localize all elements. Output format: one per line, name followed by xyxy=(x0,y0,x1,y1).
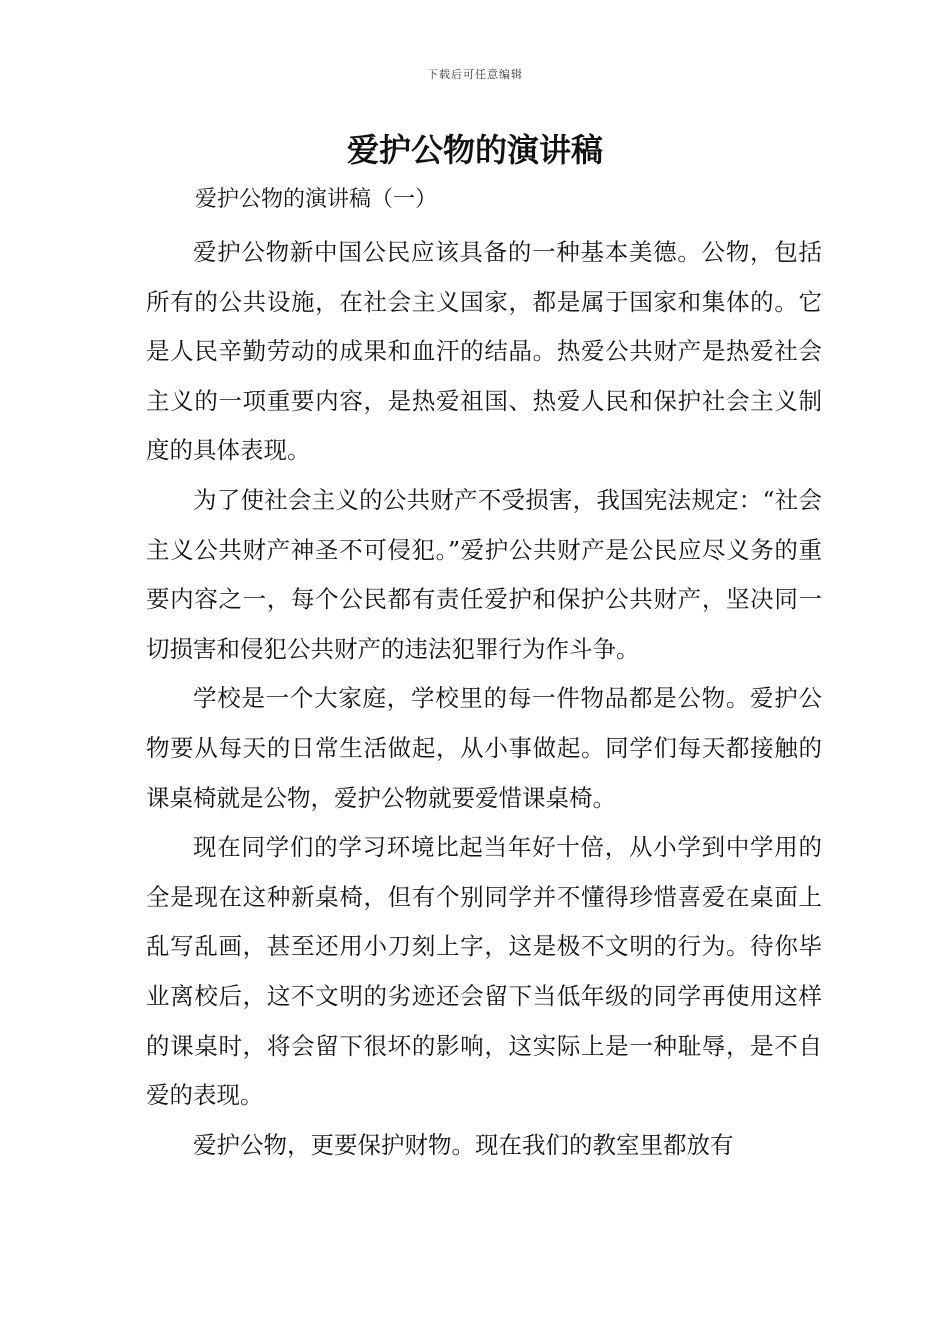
paragraph-4: 现在同学们的学习环境比起当年好十倍，从小学到中学用的全是现在这种新桌椅，但有个别同学并不懂得珍惜喜爱在桌面上乱写乱画，甚至还用小刀刻上字，这是极不文明的行为。待你毕业离校后，这不文明的劣迹还会留下当低年级的同学再使用这样的课桌时，将会留下很坏的影响，这实际上是一种耻辱，是不自爱的表现。 xyxy=(146,833,822,1110)
header-note: 下载后可任意编辑 xyxy=(427,68,523,81)
paragraph-1: 爱护公物新中国公民应该具备的一种基本美德。公物，包括所有的公共设施，在社会主义国家，都是属于国家和集体的。它是人民辛勤劳动的成果和血汗的结晶。热爱公共财产是热爱社会主义的一项重要内容，是热爱祖国、热爱人民和保护社会主义制度的具体表现。 xyxy=(146,238,822,465)
document-title: 爱护公物的演讲稿 xyxy=(346,131,603,169)
document-body xyxy=(146,228,822,1170)
paragraph-5: 爱护公物，更要保护财物。现在我们的教室里都放有 xyxy=(193,1130,734,1159)
document-subtitle: 爱护公物的演讲稿（一） xyxy=(195,187,438,212)
paragraph-3: 学校是一个大家庭，学校里的每一件物品都是公物。爱护公物要从每天的日常生活做起，从小事做起。同学们每天都接触的课桌椅就是公物，爱护公物就要爱惜课桌椅。 xyxy=(146,684,822,812)
paragraph-2: 为了使社会主义的公共财产不受损害，我国宪法规定：“社会主义公共财产神圣不可侵犯。”爱护公共财产是公民应尽义务的重要内容之一，每个公民都有责任爱护和保护公共财产，坚决同一切损害和侵犯公共财产的违法犯罪行为作斗争。 xyxy=(146,485,822,663)
